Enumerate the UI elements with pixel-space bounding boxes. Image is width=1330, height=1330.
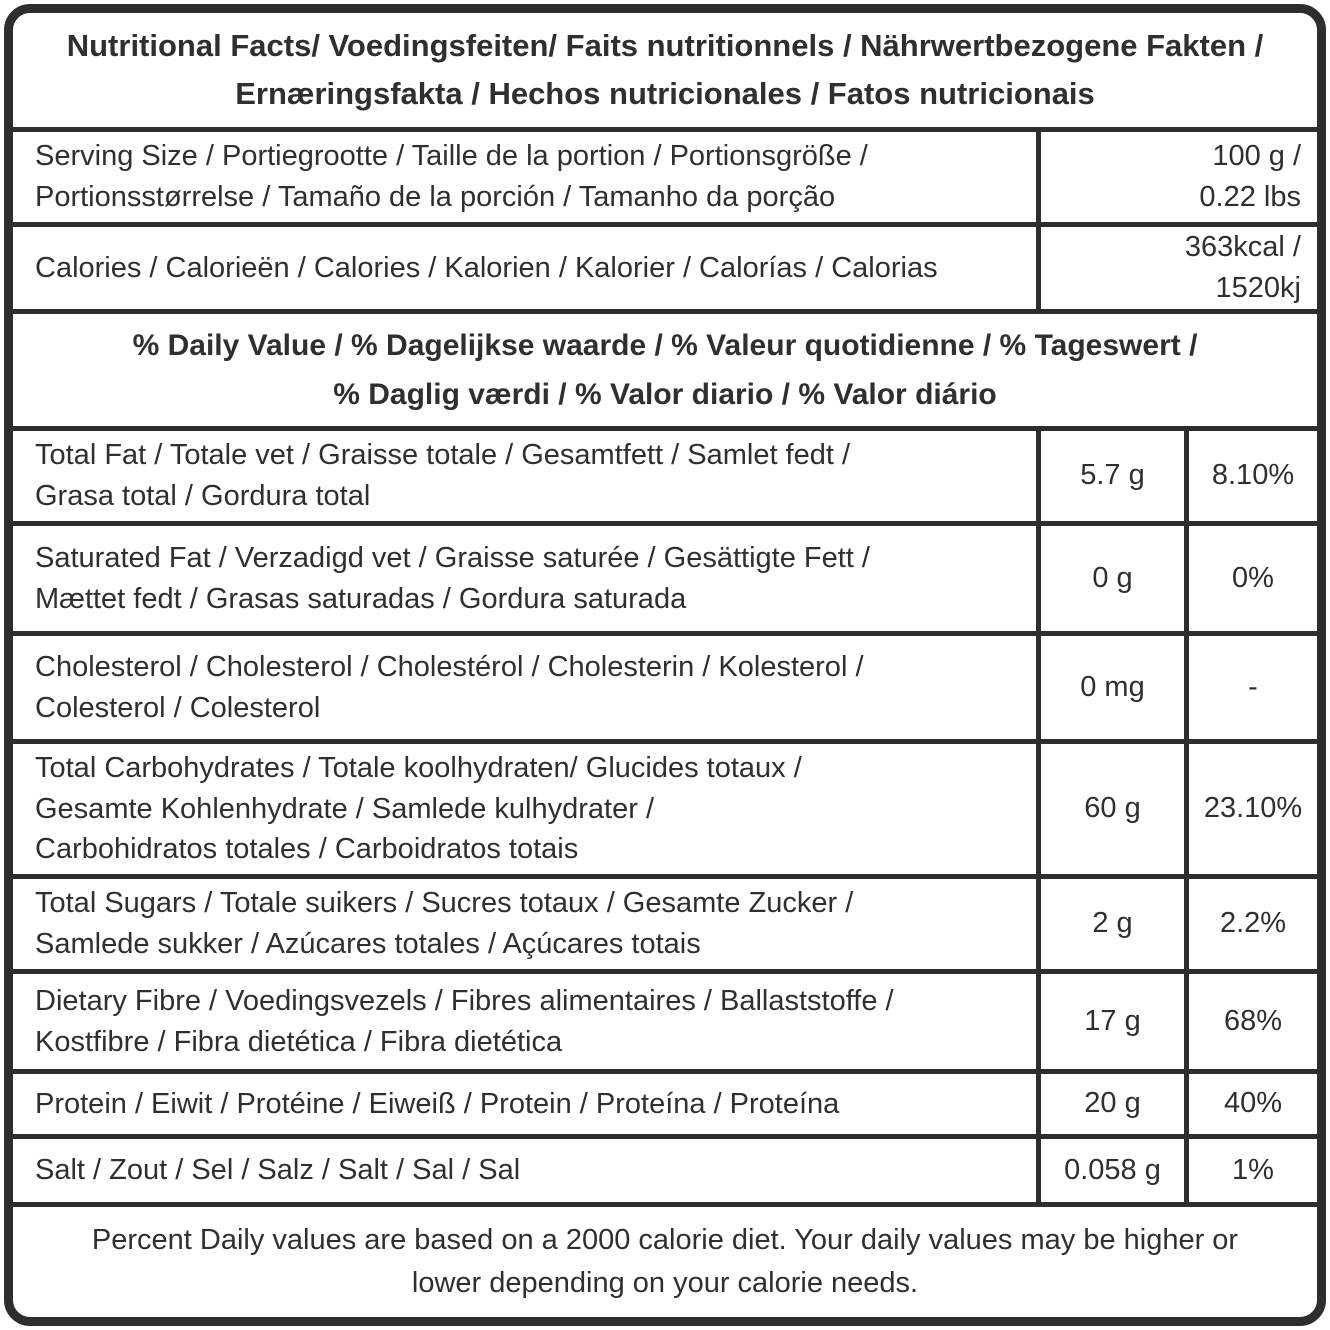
label-title-text: Nutritional Facts/ Voedingsfeiten/ Faits nutritionnels / Nährwertbezogene Fakten / Ernæringsfakta / Hechos nutricionales / Fatos nutricionais xyxy=(66,27,1264,111)
daily-value-header xyxy=(13,309,1317,426)
calories-label: Calories / Calorieën / Calories / Kalorien / Kalorier / Calorías / Calorias xyxy=(35,251,938,284)
nutrition-facts-label xyxy=(4,4,1326,1326)
nutrient-amount: 0 g xyxy=(1036,526,1184,631)
nutrient-label: Protein / Eiwit / Protéine / Eiweiß / Protein / Proteína / Proteína xyxy=(35,1087,840,1120)
nutrient-amount: 60 g xyxy=(1036,744,1184,874)
nutrient-daily-value: 23.10% xyxy=(1184,744,1317,874)
nutrient-row-cholesterol xyxy=(13,631,1317,739)
nutrient-row-total-fat xyxy=(13,426,1317,521)
nutrient-label: Total Carbohydrates / Totale koolhydraten/ Glucides totaux / Gesamte Kohlenhydrate / Samlede kulhydrater / Carbohidratos totales / Carboidratos totais xyxy=(35,752,802,866)
nutrient-label: Total Sugars / Totale suikers / Sucres totaux / Gesamte Zucker / Samlede sukker / Azúcares totales / Açúcares totais xyxy=(35,887,854,960)
nutrient-amount: 5.7 g xyxy=(1036,431,1184,521)
nutrient-label: Saturated Fat / Verzadigd vet / Graisse saturée / Gesättigte Fett / Mættet fedt / Grasas saturadas / Gordura saturada xyxy=(35,541,870,615)
nutrient-row-saturated-fat xyxy=(13,521,1317,631)
nutrient-row-total-sugars xyxy=(13,874,1317,969)
nutrient-amount: 20 g xyxy=(1036,1074,1184,1134)
footnote-text: Percent Daily values are based on a 2000 calorie diet. Your daily values may be higher or lower depending on your calorie needs. xyxy=(91,1223,1239,1299)
label-title xyxy=(13,13,1317,127)
nutrient-row-salt xyxy=(13,1134,1317,1202)
nutrient-row-dietary-fibre xyxy=(13,969,1317,1069)
nutrient-label: Dietary Fibre / Voedingsvezels / Fibres alimentaires / Ballaststoffe / Kostfibre / Fibra dietética / Fibra dietética xyxy=(35,984,894,1058)
serving-size-value: 100 g / 0.22 lbs xyxy=(1036,132,1317,222)
footnote xyxy=(13,1202,1317,1317)
nutrient-daily-value: 1% xyxy=(1184,1139,1317,1202)
nutrient-row-total-carbohydrates xyxy=(13,739,1317,874)
nutrient-amount: 2 g xyxy=(1036,879,1184,969)
serving-size-label: Serving Size / Portiegrootte / Taille de la portion / Portionsgröße / Portionsstørrelse / Tamaño de la porción / Tamanho da porção xyxy=(35,140,868,213)
nutrient-label: Salt / Zout / Sel / Salz / Salt / Sal / Sal xyxy=(35,1154,521,1187)
nutrient-amount: 0 mg xyxy=(1036,636,1184,739)
nutrient-daily-value: 68% xyxy=(1184,974,1317,1069)
calories-value: 363kcal / 1520kj xyxy=(1036,227,1317,309)
nutrient-daily-value: 2.2% xyxy=(1184,879,1317,969)
nutrient-amount: 0.058 g xyxy=(1036,1139,1184,1202)
nutrient-row-protein xyxy=(13,1069,1317,1134)
nutrient-daily-value: - xyxy=(1184,636,1317,739)
nutrient-daily-value: 0% xyxy=(1184,526,1317,631)
calories-row xyxy=(13,222,1317,309)
serving-size-row xyxy=(13,127,1317,222)
nutrient-label: Total Fat / Totale vet / Graisse totale / Gesamtfett / Samlet fedt / Grasa total / Gordura total xyxy=(35,439,851,512)
nutrient-amount: 17 g xyxy=(1036,974,1184,1069)
nutrient-daily-value: 40% xyxy=(1184,1074,1317,1134)
nutrient-daily-value: 8.10% xyxy=(1184,431,1317,521)
nutrient-label: Cholesterol / Cholesterol / Cholestérol / Cholesterin / Kolesterol / Colesterol / Colesterol xyxy=(35,650,864,724)
daily-value-header-text: % Daily Value / % Dagelijkse waarde / % Valeur quotidienne / % Tageswert / % Daglig værdi / % Valor diario / % Valor diário xyxy=(132,328,1198,411)
